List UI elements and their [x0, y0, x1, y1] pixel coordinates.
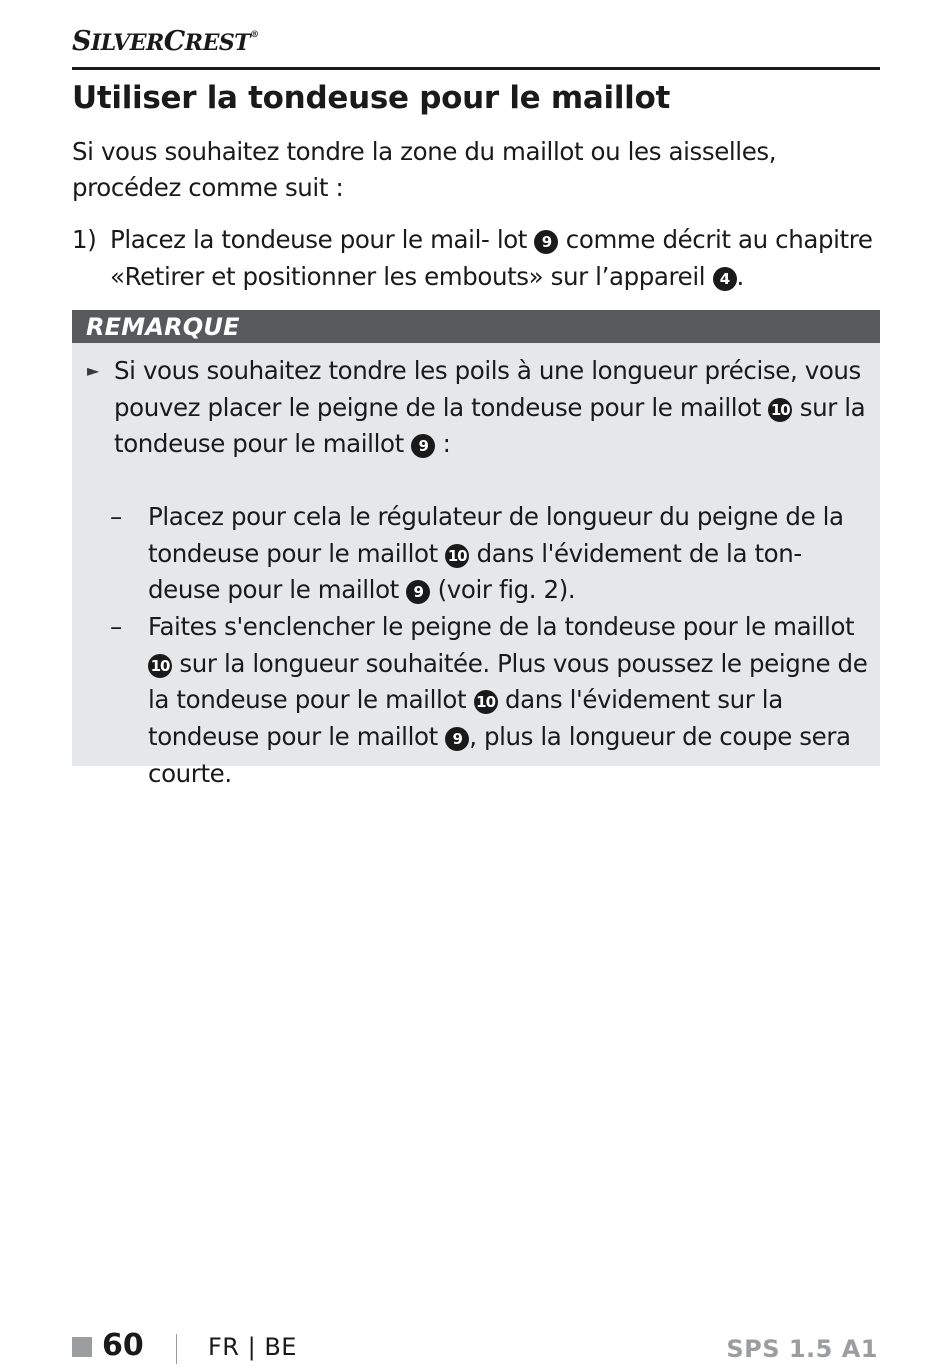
note-sub-item: – Placez pour cela le régulateur de longueur du peigne de la tondeuse pour le maillot 10 dans l'évidement de la ton- deuse pour le maillot 9 (voir fig. 2).: [148, 499, 868, 609]
note-heading: REMARQUE: [72, 310, 880, 343]
item-ref-badge: 9: [411, 434, 435, 458]
item-ref-badge: 9: [534, 230, 558, 254]
step-text: Placez la tondeuse pour le mail- lot 9 comme décrit au chapitre «Retirer et positionner les embouts» sur l’appareil 4 .: [110, 225, 873, 291]
note-sub-item: – Faites s'enclencher le peigne de la tondeuse pour le maillot 10 sur la longueur souhaitée. Plus vous poussez le peigne de la tondeuse pour le maillot 10 dans l'évidement sur la tondeuse pour le maillot 9 , plus la longueur de coupe sera courte.: [148, 609, 868, 793]
item-ref-badge: 9: [445, 727, 469, 751]
arrow-bullet-icon: ►: [87, 361, 99, 380]
page-number: 60: [102, 1328, 144, 1363]
manual-page: [72, 0, 880, 1366]
dash-bullet: –: [110, 612, 122, 641]
item-ref-badge: 10: [445, 544, 469, 568]
note-bullet: ► Si vous souhaitez tondre les poils à une longueur précise, vous pouvez placer le peigne de la tondeuse pour le maillot 10 sur la tondeuse pour le maillot 9 :: [114, 353, 866, 463]
intro-paragraph: Si vous souhaitez tondre la zone du maillot ou les aisselles, procédez comme suit :: [72, 137, 777, 202]
item-ref-badge: 4: [713, 267, 737, 291]
item-ref-badge: 10: [148, 654, 172, 678]
language-code: FR | BE: [208, 1333, 297, 1361]
page-footer: [72, 1328, 880, 1368]
brand-logo: SILVERCREST®: [72, 26, 259, 57]
item-ref-badge: 10: [474, 690, 498, 714]
dash-bullet: –: [110, 502, 122, 531]
section-title: Utiliser la tondeuse pour le maillot: [72, 80, 670, 116]
item-ref-badge: 10: [768, 398, 792, 422]
item-ref-badge: 9: [406, 580, 430, 604]
page-marker-square: [72, 1337, 92, 1357]
step-number: 1): [72, 225, 97, 254]
footer-divider: [176, 1334, 177, 1364]
model-number: SPS 1.5 A1: [726, 1335, 878, 1363]
note-box: [72, 310, 880, 788]
header-rule: [72, 67, 880, 70]
step-1: [72, 221, 880, 295]
